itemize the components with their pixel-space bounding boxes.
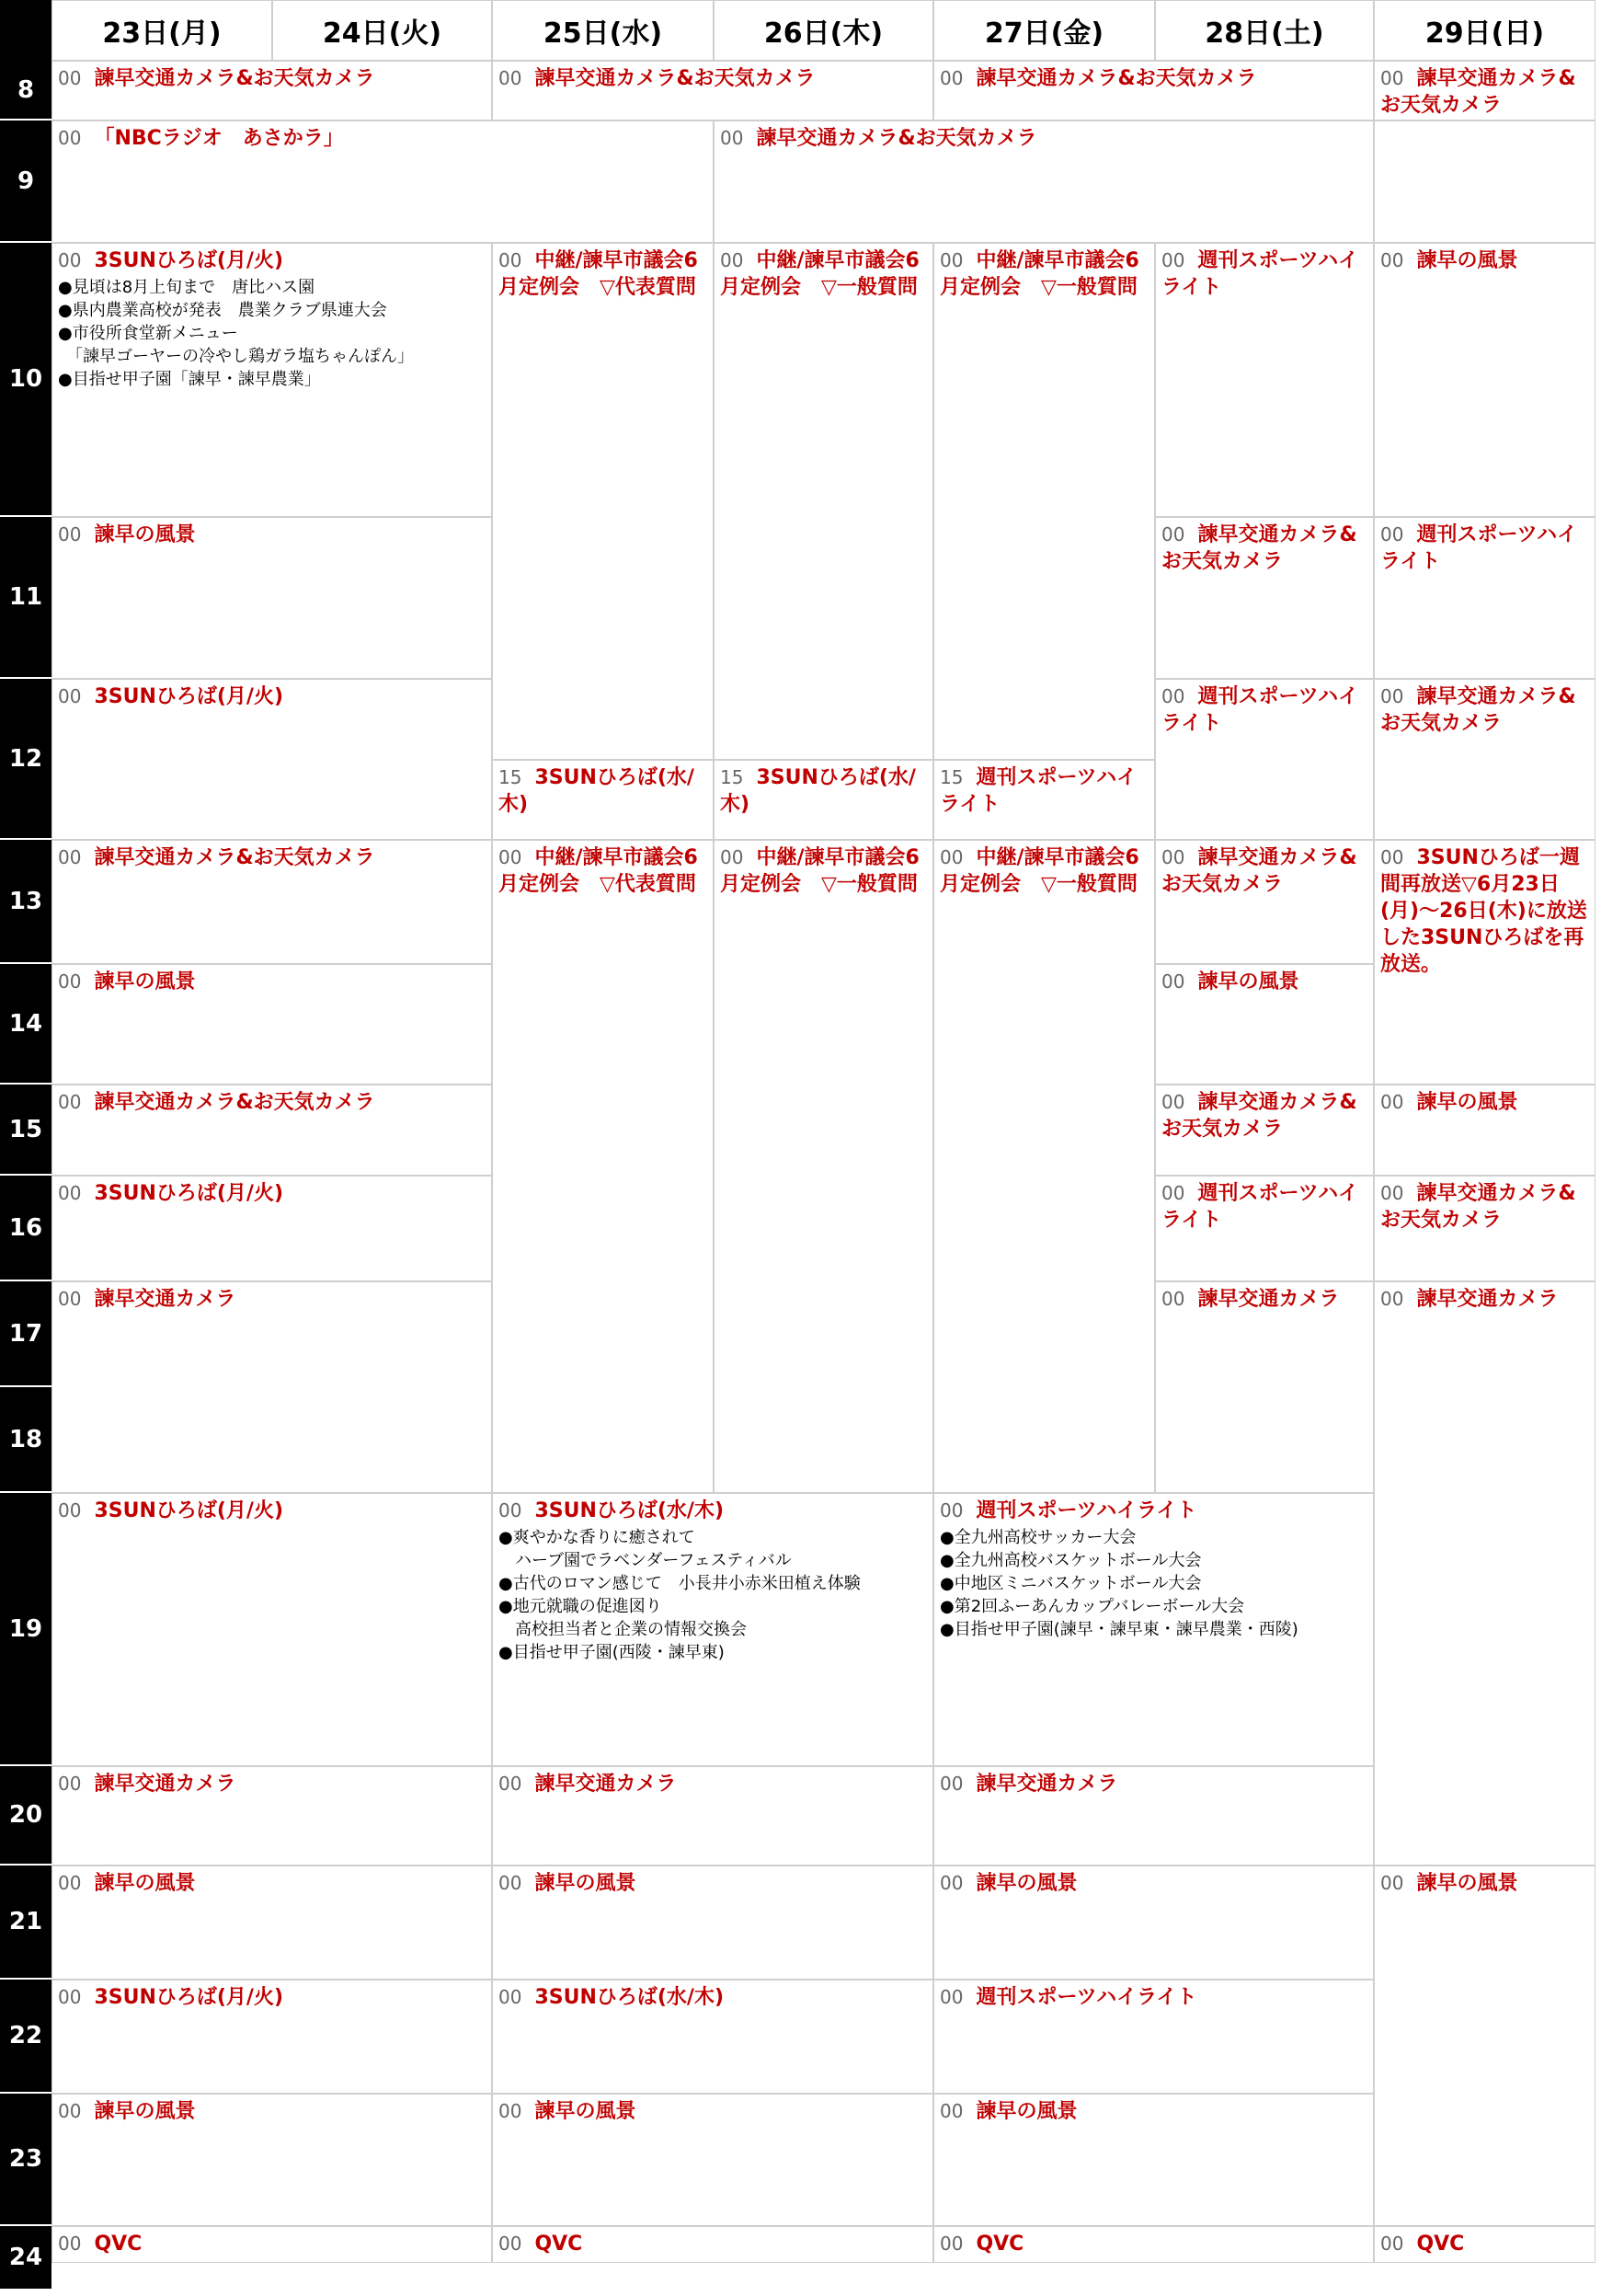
program-cell[interactable] <box>933 760 1155 841</box>
program-start-minute: 00 <box>58 523 82 545</box>
hour-label-14: 14 <box>0 964 51 1085</box>
program-detail-line: ●地元就職の促進図り <box>498 1597 662 1616</box>
program-cell[interactable] <box>51 2226 492 2263</box>
program-detail-line: ●県内農業高校が発表 農業クラブ県連大会 <box>58 301 387 320</box>
program-title: 中継/諫早市議会6月定例会 ▽代表質問 <box>498 846 698 896</box>
program-head <box>940 1771 1367 1798</box>
program-start-minute: 00 <box>498 2233 522 2255</box>
program-cell[interactable] <box>933 2094 1374 2226</box>
program-title: QVC <box>534 2233 583 2256</box>
program-detail-line: ハーブ園でラベンダーフェスティバル <box>498 1551 792 1570</box>
program-start-minute: 00 <box>498 1986 522 2008</box>
program-title: 週刊スポーツハイライト <box>976 1986 1197 2009</box>
program-cell[interactable] <box>933 1493 1374 1766</box>
program-start-minute: 00 <box>1380 67 1404 89</box>
program-head <box>498 2098 927 2126</box>
program-cell[interactable] <box>1155 679 1374 840</box>
hour-label-17: 17 <box>0 1281 51 1387</box>
program-cell[interactable] <box>933 1866 1374 1980</box>
day-header-4: 26日(木) <box>714 0 933 61</box>
program-start-minute: 00 <box>940 2100 964 2122</box>
program-start-minute: 00 <box>58 67 82 89</box>
program-title: 週刊スポーツハイライト <box>1161 249 1359 299</box>
program-title: 諫早交通カメラ&お天気カメラ <box>1161 846 1357 896</box>
program-cell[interactable] <box>51 1176 492 1281</box>
program-title: 週刊スポーツハイライト <box>1380 523 1578 573</box>
hour-label-13: 13 <box>0 840 51 964</box>
day-header-2: 24日(火) <box>272 0 492 61</box>
program-start-minute: 00 <box>1161 523 1185 545</box>
program-cell[interactable] <box>492 2094 933 2226</box>
program-start-minute: 00 <box>1161 249 1185 271</box>
program-title: 中継/諫早市議会6月定例会 ▽一般質問 <box>940 249 1139 299</box>
program-head <box>940 65 1367 93</box>
program-title: 週刊スポーツハイライト <box>1161 1182 1359 1232</box>
program-title: 「NBCラジオ あさかラ」 <box>94 127 344 150</box>
program-cell[interactable] <box>1155 1085 1374 1176</box>
program-title: 3SUNひろば(月/火) <box>94 1499 284 1522</box>
program-title: 週刊スポーツハイライト <box>976 1499 1197 1522</box>
program-head <box>940 844 1149 899</box>
program-cell[interactable] <box>51 964 492 1085</box>
program-start-minute: 00 <box>1380 685 1404 707</box>
program-head <box>720 125 1367 153</box>
program-detail-line: ●中地区ミニバスケットボール大会 <box>940 1574 1202 1593</box>
program-title: 3SUNひろば(水/木) <box>498 765 694 816</box>
program-start-minute: 00 <box>498 1773 522 1795</box>
program-start-minute: 00 <box>1380 2233 1404 2255</box>
program-title: 諫早交通カメラ&お天気カメラ <box>756 127 1037 150</box>
program-head <box>1380 1870 1589 1898</box>
program-cell[interactable] <box>51 61 492 121</box>
hour-label-21: 21 <box>0 1866 51 1980</box>
program-cell[interactable] <box>51 1493 492 1766</box>
program-cell[interactable] <box>51 840 492 964</box>
program-head <box>58 1180 486 1208</box>
program-head <box>58 1870 486 1898</box>
program-start-minute: 00 <box>940 67 964 89</box>
program-start-minute: 00 <box>58 846 82 868</box>
program-detail-line: 「諫早ゴーヤーの冷やし鶏ガラ塩ちゃんぽん」 <box>58 347 414 366</box>
program-cell[interactable] <box>1374 121 1595 243</box>
hour-label-20: 20 <box>0 1766 51 1866</box>
program-cell[interactable] <box>1374 840 1595 1085</box>
program-title: 中継/諫早市議会6月定例会 ▽一般質問 <box>940 846 1139 896</box>
program-head <box>940 1498 1367 1525</box>
program-head <box>498 247 707 302</box>
program-start-minute: 00 <box>1380 1091 1404 1113</box>
program-detail-line: ●見頃は8月上旬まで 唐比ハス園 <box>58 278 315 297</box>
program-head <box>498 2231 927 2258</box>
program-title: 諫早の風景 <box>534 1872 636 1895</box>
program-head <box>58 65 486 93</box>
program-detail-line: ●全九州高校バスケットボール大会 <box>940 1551 1202 1570</box>
program-title: 諫早交通カメラ&お天気カメラ <box>94 67 375 90</box>
program-start-minute: 00 <box>58 249 82 271</box>
program-title: QVC <box>94 2233 143 2256</box>
program-head <box>940 1870 1367 1898</box>
program-cell[interactable] <box>492 840 714 1493</box>
program-start-minute: 00 <box>58 1499 82 1521</box>
program-detail-line: ●古代のロマン感じて 小長井小赤米田植え体験 <box>498 1574 861 1593</box>
program-start-minute: 00 <box>1380 1182 1404 1204</box>
program-start-minute: 00 <box>940 2233 964 2255</box>
program-cell[interactable] <box>51 1980 492 2094</box>
program-start-minute: 00 <box>1380 1288 1404 1310</box>
program-title: 諫早の風景 <box>94 970 196 993</box>
program-head <box>1380 844 1589 979</box>
program-title: 諫早の風景 <box>1416 1091 1518 1114</box>
program-start-minute: 00 <box>498 846 522 868</box>
program-detail-line: ●目指せ甲子園(西陵・諫早東) <box>498 1643 725 1662</box>
program-cell[interactable] <box>1374 1085 1595 1176</box>
program-start-minute: 00 <box>720 127 744 149</box>
hour-label-11: 11 <box>0 517 51 679</box>
program-title: 3SUNひろば一週間再放送▽6月23日(月)～26日(木)に放送した3SUNひろばを再放送。 <box>1380 846 1587 976</box>
program-title: 諫早交通カメラ <box>534 1773 677 1796</box>
program-cell[interactable] <box>492 1766 933 1866</box>
program-title: 諫早の風景 <box>1416 249 1518 272</box>
program-title: 中継/諫早市議会6月定例会 ▽代表質問 <box>498 249 698 299</box>
program-head <box>498 844 707 899</box>
program-start-minute: 00 <box>1380 249 1404 271</box>
program-cell[interactable] <box>933 2226 1374 2263</box>
program-head <box>1380 683 1589 738</box>
program-detail-line: ●目指せ甲子園(諫早・諫早東・諫早農業・西陵) <box>940 1620 1298 1639</box>
program-head <box>498 65 927 93</box>
program-start-minute: 00 <box>58 1091 82 1113</box>
program-title: 3SUNひろば(月/火) <box>94 685 284 708</box>
program-cell[interactable] <box>933 243 1155 760</box>
program-start-minute: 00 <box>1380 846 1404 868</box>
program-start-minute: 15 <box>720 765 744 788</box>
hour-label-9: 9 <box>0 121 51 243</box>
program-title: 3SUNひろば(月/火) <box>94 249 284 272</box>
program-start-minute: 00 <box>940 249 964 271</box>
program-cell[interactable] <box>51 121 714 243</box>
program-head <box>1380 522 1589 576</box>
program-cell[interactable] <box>492 1866 933 1980</box>
program-details <box>940 1526 1367 1641</box>
program-cell[interactable] <box>492 2226 933 2263</box>
program-start-minute: 00 <box>58 1986 82 2008</box>
program-head <box>1380 65 1589 120</box>
program-head <box>940 247 1149 302</box>
program-cell[interactable] <box>1374 1176 1595 1281</box>
program-start-minute: 00 <box>58 2100 82 2122</box>
program-start-minute: 00 <box>940 1872 964 1894</box>
program-cell[interactable] <box>714 840 933 1493</box>
program-head <box>58 247 486 275</box>
program-head <box>498 1771 927 1798</box>
hour-label-19: 19 <box>0 1493 51 1766</box>
program-head <box>1161 522 1367 576</box>
program-head <box>58 1498 486 1525</box>
program-start-minute: 00 <box>58 1872 82 1894</box>
program-head <box>58 969 486 996</box>
hour-label-15: 15 <box>0 1085 51 1176</box>
program-start-minute: 00 <box>1161 685 1185 707</box>
day-header-6: 28日(土) <box>1155 0 1374 61</box>
program-cell[interactable] <box>1155 964 1374 1085</box>
hour-label-23: 23 <box>0 2094 51 2226</box>
program-cell[interactable] <box>714 121 1374 243</box>
program-start-minute: 00 <box>498 1499 522 1521</box>
program-head <box>1161 683 1367 738</box>
hour-label-22: 22 <box>0 1980 51 2094</box>
program-title: 諫早の風景 <box>534 2100 636 2123</box>
day-header-3: 25日(水) <box>492 0 714 61</box>
program-head <box>720 844 927 899</box>
program-start-minute: 00 <box>498 1872 522 1894</box>
program-head <box>58 2098 486 2126</box>
program-start-minute: 00 <box>1161 1091 1185 1113</box>
program-start-minute: 00 <box>58 685 82 707</box>
program-start-minute: 00 <box>1380 523 1404 545</box>
program-title: 諫早交通カメラ <box>94 1773 236 1796</box>
program-cell[interactable] <box>1374 1866 1595 2226</box>
program-head <box>940 764 1149 819</box>
program-title: QVC <box>1416 2233 1465 2256</box>
program-cell[interactable] <box>51 2094 492 2226</box>
program-title: 諫早交通カメラ&お天気カメラ <box>534 67 816 90</box>
program-head <box>1161 1180 1367 1234</box>
program-cell[interactable] <box>933 61 1374 121</box>
program-cell[interactable] <box>492 1493 933 1766</box>
program-cell[interactable] <box>51 1866 492 1980</box>
program-head <box>1380 1180 1589 1234</box>
program-head <box>498 764 707 819</box>
program-title: 週刊スポーツハイライト <box>1161 685 1359 735</box>
program-title: 諫早の風景 <box>94 1872 196 1895</box>
program-cell[interactable] <box>51 1766 492 1866</box>
program-cell[interactable] <box>1374 2226 1595 2263</box>
program-head <box>58 2231 486 2258</box>
program-title: 週刊スポーツハイライト <box>940 765 1138 816</box>
program-head <box>498 1870 927 1898</box>
program-start-minute: 00 <box>498 249 522 271</box>
program-title: 諫早交通カメラ <box>1197 1288 1340 1311</box>
program-start-minute: 00 <box>58 127 82 149</box>
hour-label-18: 18 <box>0 1387 51 1493</box>
program-head <box>1380 1286 1589 1314</box>
program-cell[interactable] <box>714 243 933 760</box>
program-head <box>720 247 927 302</box>
program-detail-line: ●爽やかな香りに癒されて <box>498 1528 695 1547</box>
program-start-minute: 00 <box>498 67 522 89</box>
program-start-minute: 00 <box>58 1773 82 1795</box>
program-start-minute: 00 <box>498 2100 522 2122</box>
program-head <box>58 522 486 549</box>
program-head <box>940 2231 1367 2258</box>
program-cell[interactable] <box>492 243 714 760</box>
header-corner <box>0 0 51 61</box>
program-start-minute: 00 <box>940 1986 964 2008</box>
program-title: 諫早交通カメラ&お天気カメラ <box>1380 1182 1576 1232</box>
program-cell[interactable] <box>933 1766 1374 1866</box>
program-title: 諫早の風景 <box>1197 970 1299 993</box>
program-cell[interactable] <box>1155 243 1374 517</box>
program-title: 諫早の風景 <box>976 2100 1078 2123</box>
program-details <box>498 1526 927 1664</box>
program-title: 諫早交通カメラ <box>94 1288 236 1311</box>
program-cell[interactable] <box>51 1281 492 1493</box>
program-cell[interactable] <box>492 760 714 841</box>
program-title: 諫早交通カメラ&お天気カメラ <box>1380 67 1576 117</box>
program-start-minute: 00 <box>1380 1872 1404 1894</box>
program-head <box>58 1089 486 1117</box>
program-head <box>498 1984 927 2012</box>
program-title: 諫早の風景 <box>1416 1872 1518 1895</box>
program-start-minute: 15 <box>498 765 522 788</box>
program-head <box>58 1984 486 2012</box>
program-start-minute: 00 <box>720 249 744 271</box>
program-cell[interactable] <box>51 1085 492 1176</box>
program-head <box>1161 1089 1367 1143</box>
program-detail-line: 高校担当者と企業の情報交換会 <box>498 1620 747 1639</box>
program-start-minute: 15 <box>940 765 964 788</box>
program-cell[interactable] <box>492 61 933 121</box>
program-title: 諫早交通カメラ&お天気カメラ <box>94 1091 375 1114</box>
program-title: 諫早交通カメラ&お天気カメラ <box>1161 523 1357 573</box>
program-title: 諫早交通カメラ&お天気カメラ <box>976 67 1257 90</box>
program-title: 諫早交通カメラ&お天気カメラ <box>94 846 375 869</box>
hour-label-8: 8 <box>0 61 51 121</box>
program-title: 諫早の風景 <box>94 2100 196 2123</box>
program-start-minute: 00 <box>1161 846 1185 868</box>
program-title: 3SUNひろば(水/木) <box>720 765 916 816</box>
program-head <box>1161 844 1367 899</box>
day-header-7: 29日(日) <box>1374 0 1595 61</box>
program-cell[interactable] <box>51 679 492 840</box>
program-cell[interactable] <box>714 760 933 841</box>
program-start-minute: 00 <box>1161 1182 1185 1204</box>
program-head <box>58 844 486 872</box>
program-details <box>58 276 486 391</box>
program-title: 諫早交通カメラ&お天気カメラ <box>1380 685 1576 735</box>
program-start-minute: 00 <box>58 1288 82 1310</box>
program-detail-line: ●第2回ふーあんカップバレーボール大会 <box>940 1597 1245 1616</box>
program-title: 3SUNひろば(月/火) <box>94 1182 284 1205</box>
program-start-minute: 00 <box>940 1773 964 1795</box>
program-head <box>720 764 927 819</box>
program-head <box>940 2098 1367 2126</box>
program-start-minute: 00 <box>58 1182 82 1204</box>
program-title: 中継/諫早市議会6月定例会 ▽一般質問 <box>720 846 920 896</box>
program-detail-line: ●目指せ甲子園「諫早・諫早農業」 <box>58 370 321 389</box>
program-head <box>1380 2231 1589 2258</box>
program-start-minute: 00 <box>1161 1288 1185 1310</box>
program-head <box>940 1984 1367 2012</box>
program-cell[interactable] <box>1155 840 1374 964</box>
program-head <box>1161 1286 1367 1314</box>
hour-label-16: 16 <box>0 1176 51 1281</box>
program-detail-line: ●市役所食堂新メニュー <box>58 324 238 343</box>
hour-label-10: 10 <box>0 243 51 517</box>
hour-label-12: 12 <box>0 679 51 840</box>
program-cell[interactable] <box>1374 61 1595 121</box>
program-cell[interactable] <box>1155 517 1374 679</box>
program-start-minute: 00 <box>58 2233 82 2255</box>
program-title: QVC <box>976 2233 1024 2256</box>
program-title: 3SUNひろば(水/木) <box>534 1499 725 1522</box>
program-cell[interactable] <box>1374 517 1595 679</box>
program-head <box>58 125 707 153</box>
program-title: 諫早の風景 <box>94 523 196 546</box>
program-head <box>58 683 486 711</box>
program-title: 3SUNひろば(水/木) <box>534 1986 725 2009</box>
program-cell[interactable] <box>1374 679 1595 840</box>
hour-label-24: 24 <box>0 2226 51 2290</box>
day-header-1: 23日(月) <box>51 0 272 61</box>
program-cell[interactable] <box>933 840 1155 1493</box>
program-head <box>1161 247 1367 302</box>
program-title: 3SUNひろば(月/火) <box>94 1986 284 2009</box>
program-head <box>498 1498 927 1525</box>
program-cell[interactable] <box>51 243 492 517</box>
program-title: 中継/諫早市議会6月定例会 ▽一般質問 <box>720 249 920 299</box>
program-cell[interactable] <box>933 1980 1374 2094</box>
program-start-minute: 00 <box>58 970 82 993</box>
program-cell[interactable] <box>1374 1281 1595 1866</box>
program-head <box>1380 247 1589 275</box>
program-head <box>1161 969 1367 996</box>
program-cell[interactable] <box>51 517 492 679</box>
program-title: 諫早交通カメラ <box>1416 1288 1559 1311</box>
program-cell[interactable] <box>492 1980 933 2094</box>
program-title: 諫早交通カメラ <box>976 1773 1118 1796</box>
program-cell[interactable] <box>1155 1176 1374 1281</box>
program-detail-line: ●全九州高校サッカー大会 <box>940 1528 1137 1547</box>
program-cell[interactable] <box>1155 1281 1374 1493</box>
program-head <box>58 1771 486 1798</box>
program-head <box>1380 1089 1589 1117</box>
program-title: 諫早の風景 <box>976 1872 1078 1895</box>
program-start-minute: 00 <box>940 1499 964 1521</box>
program-head <box>58 1286 486 1314</box>
day-header-5: 27日(金) <box>933 0 1155 61</box>
program-start-minute: 00 <box>940 846 964 868</box>
program-start-minute: 00 <box>720 846 744 868</box>
program-start-minute: 00 <box>1161 970 1185 993</box>
program-cell[interactable] <box>1374 243 1595 517</box>
program-title: 諫早交通カメラ&お天気カメラ <box>1161 1091 1357 1141</box>
